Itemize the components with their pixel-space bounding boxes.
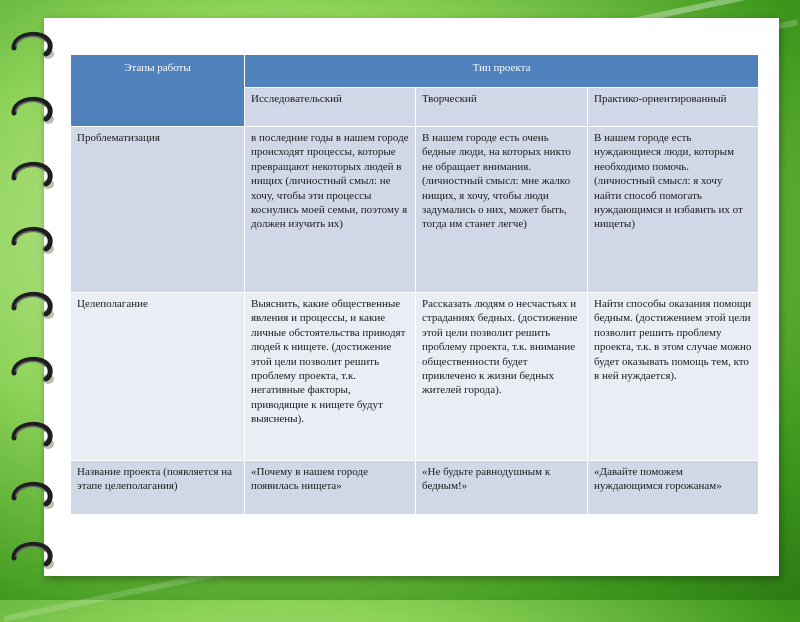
binding-ring-icon xyxy=(10,355,58,389)
table-cell: В нашем городе есть нуждающиеся люди, которым необходимо помочь. (личностный смысл: я хочу найти способ помогать нуждающимся и избавить их от нищеты) xyxy=(588,127,759,293)
table-cell: В нашем городе есть очень бедные люди, на которых никто не обращает внимания. (личностный смысл: мне жалко нищих, я хочу, чтобы люди задумались о них, может быть, тогда им станет легче) xyxy=(416,127,588,293)
table-cell: Найти способы оказания помощи бедным. (достижением этой цели позволит решить проблему проекта, т.к. в этом случае можно будет оказывать помощь тем, кто в ней нуждается). xyxy=(588,293,759,461)
binding-ring-icon xyxy=(10,290,58,324)
table-row xyxy=(71,461,759,515)
project-stages-table xyxy=(70,54,759,515)
table-cell: «Не будьте равнодушным к бедным!» xyxy=(416,461,588,515)
subheader-practical: Практико-ориентированный xyxy=(588,88,759,127)
subheader-creative: Творческий xyxy=(416,88,588,127)
table-row xyxy=(71,127,759,293)
header-project-type: Тип проекта xyxy=(245,55,759,88)
table-cell: «Давайте поможем нуждающимся горожанам» xyxy=(588,461,759,515)
binding-ring-icon xyxy=(10,480,58,514)
binding-ring-icon xyxy=(10,420,58,454)
row-stage-label: Проблематизация xyxy=(71,127,245,293)
table-cell: Рассказать людям о несчастьях и страданиях бедных. (достижение этой цели позволит решить проблему проекта, т.к. внимание общественности будет привлечено к жизни бедных жителей города). xyxy=(416,293,588,461)
row-stage-label: Целеполагание xyxy=(71,293,245,461)
table-cell: «Почему в нашем городе появилась нищета» xyxy=(245,461,416,515)
binding-ring-icon xyxy=(10,160,58,194)
table-cell: в последние годы в нашем городе происходят процессы, которые превращают некоторых людей в нищих (личностный смыл: не хочу, чтобы эти процессы коснулись моей семьи, поэтому я должен изучить их) xyxy=(245,127,416,293)
binding-ring-icon xyxy=(10,225,58,259)
binding-ring-icon xyxy=(10,95,58,129)
table-cell: Выяснить, какие общественные явления и процессы, и какие личные обстоятельства приводят людей к нищете. (достижение этой цели позволит решить проблему проекта, т.к. негативные факторы, приводящие к нищете будут выяснены). xyxy=(245,293,416,461)
subheader-research: Исследовательский xyxy=(245,88,416,127)
row-stage-label: Название проекта (появляется на этапе целеполагания) xyxy=(71,461,245,515)
header-stages: Этапы работы xyxy=(71,55,245,127)
binding-ring-icon xyxy=(10,540,58,574)
table-row xyxy=(71,293,759,461)
binding-ring-icon xyxy=(10,30,58,64)
